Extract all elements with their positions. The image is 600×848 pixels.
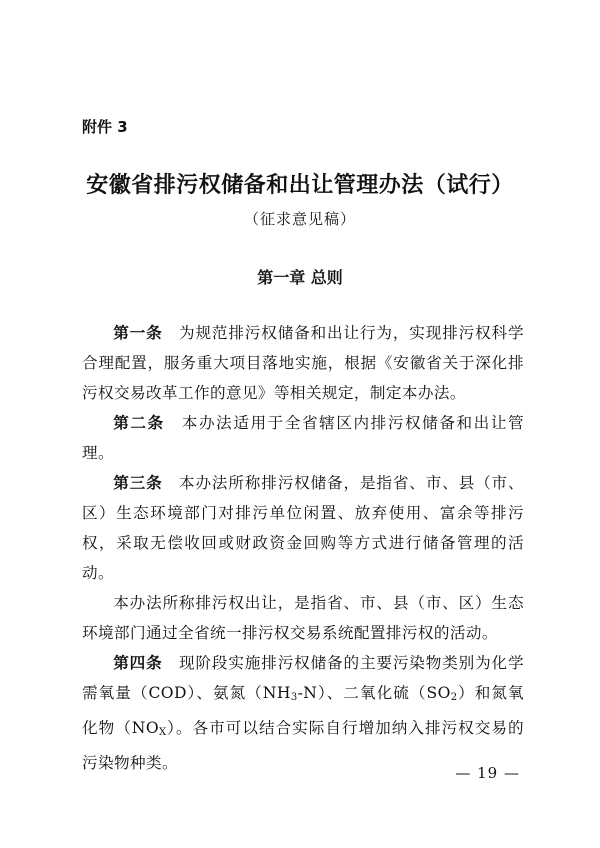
article-4-text-3: ）和氮氧化物（NO bbox=[82, 684, 525, 737]
chapter-heading: 第一章 总则 bbox=[257, 268, 343, 287]
document-body bbox=[82, 318, 524, 778]
document-subtitle: （征求意见稿） bbox=[243, 210, 356, 228]
document-title: 安徽省排污权储备和出让管理办法（试行） bbox=[86, 172, 514, 198]
nh3-subscript: 3 bbox=[290, 692, 298, 703]
article-2-text: 本办法适用于全省辖区内排污权储备和出让管理。 bbox=[82, 414, 524, 462]
page-number: — 19 — bbox=[455, 764, 520, 782]
article-1 bbox=[82, 318, 524, 408]
article-1-number: 第一条 bbox=[113, 324, 163, 342]
article-4-text-1: 现阶段实施排污权储备的主要污染物类别为化学需氧量（COD）、氨氮（NH bbox=[82, 654, 524, 702]
article-1-text: 为规范排污权储备和出让行为，实现排污权科学合理配置，服务重大项目落地实施，根据《安徽省关于深化排污权交易改革工作的意见》等相关规定，制定本办法。 bbox=[82, 324, 524, 402]
article-3-text: 本办法所称排污权储备，是指省、市、县（市、区）生态环境部门对排污单位闲置、放弃使用、富余等排污权，采取无偿收回或财政资金回购等方式进行储备管理的活动。 bbox=[82, 474, 524, 582]
transfer-definition: 本办法所称排污权出让，是指省、市、县（市、区）生态环境部门通过全省统一排污权交易系统配置排污权的活动。 bbox=[82, 594, 524, 642]
nox-subscript: X bbox=[159, 727, 167, 738]
article-4-text-2: -N）、二氧化硫（SO bbox=[297, 684, 451, 702]
article-4-text-4: ）。各市可以结合实际自行增加纳入排污权交易的污染物种类。 bbox=[82, 719, 524, 772]
article-2 bbox=[82, 408, 524, 468]
article-4-number: 第四条 bbox=[113, 654, 163, 672]
so2-subscript: 2 bbox=[450, 692, 458, 703]
attachment-label: 附件 3 bbox=[82, 118, 128, 136]
article-3 bbox=[82, 468, 524, 588]
article-3-number: 第三条 bbox=[113, 474, 163, 492]
article-4 bbox=[82, 648, 524, 778]
article-2-number: 第二条 bbox=[113, 414, 165, 432]
